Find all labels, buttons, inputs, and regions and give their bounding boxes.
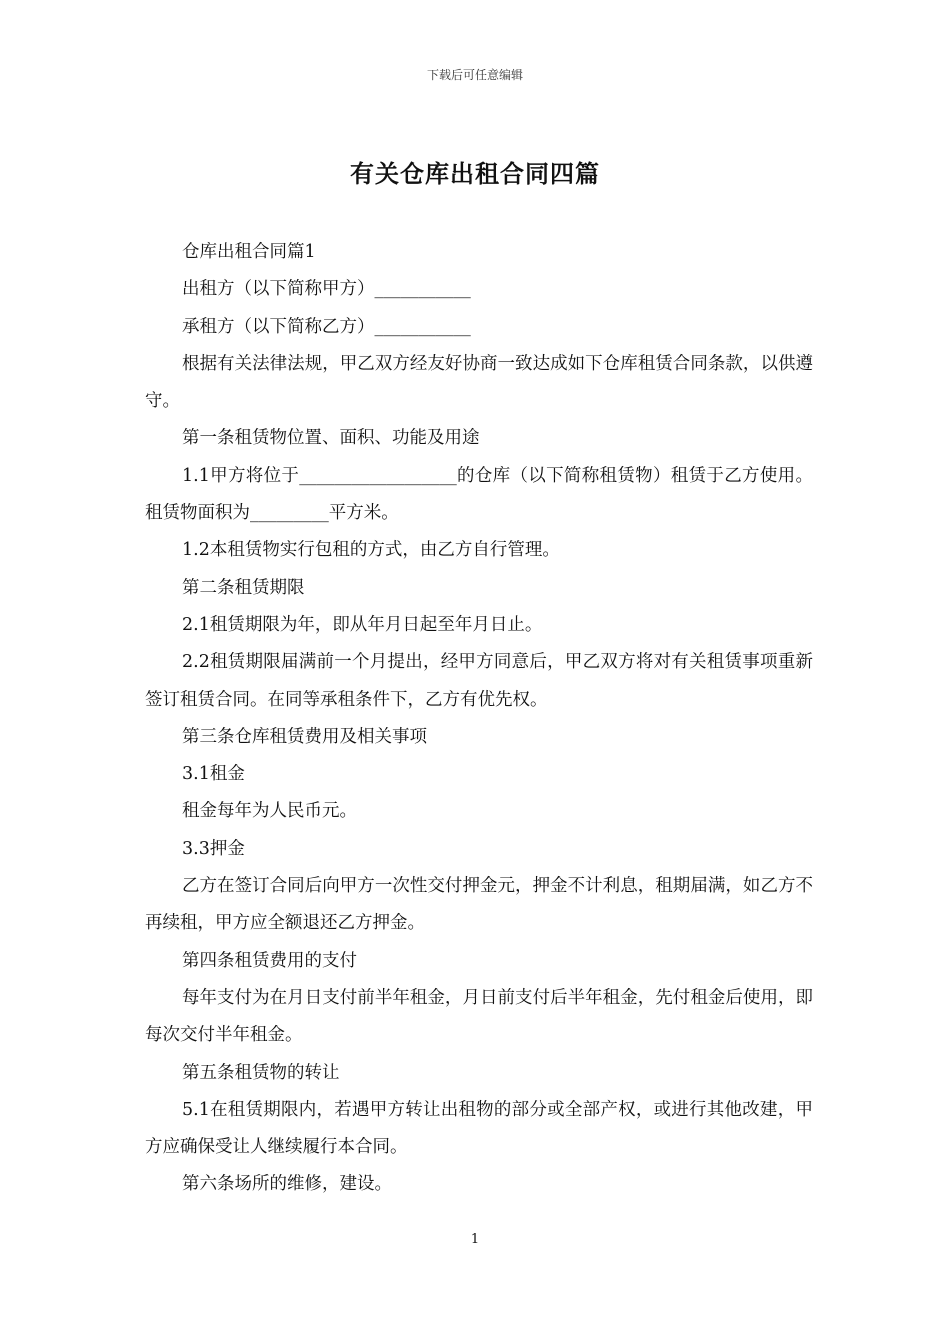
rent-amount-line: 租金每年为人民币元。 — [182, 801, 357, 822]
lessee-line: 承租方（以下简称乙方）___________ — [182, 316, 471, 337]
page-header: 下载后可任意编辑 — [426, 68, 523, 82]
article-1-heading: 第一条租赁物位置、面积、功能及用途 — [182, 428, 480, 449]
clause-2-2: 2.2租赁期限届满前一个月提出，经甲方同意后，甲乙双方将对有关租赁事项重新签订租赁合同。在同等承租条件下，乙方有优先权。 — [145, 652, 813, 710]
article-6-heading: 第六条场所的维修，建设。 — [182, 1174, 392, 1195]
payment-paragraph: 每年支付为在月日支付前半年租金，月日前支付后半年租金，先付租金后使用，即每次交付半年租金。 — [145, 987, 813, 1046]
clause-1-1: 1.1甲方将位于__________________的仓库（以下简称租赁物）租赁于乙方使用。租赁物面积为_________平方米。 — [145, 465, 813, 524]
page-number: 1 — [470, 1232, 480, 1247]
article-5-heading: 第五条租赁物的转让 — [182, 1062, 340, 1083]
article-3-heading: 第三条仓库租赁费用及相关事项 — [182, 726, 427, 747]
article-4-heading: 第四条租赁费用的支付 — [182, 950, 357, 971]
document-title: 有关仓库出租合同四篇 — [350, 160, 600, 188]
clause-3-3: 3.3押金 — [182, 838, 245, 859]
clause-5-1: 5.1在租赁期限内，若遇甲方转让出租物的部分或全部产权，或进行其他改建，甲方应确保受让人继续履行本合同。 — [145, 1099, 813, 1158]
clause-2-1: 2.1租赁期限为年，即从年月日起至年月日止。 — [182, 614, 543, 635]
section-heading: 仓库出租合同篇1 — [182, 242, 316, 262]
document-body — [145, 234, 813, 1204]
lessor-line: 出租方（以下简称甲方）___________ — [182, 279, 471, 300]
article-2-heading: 第二条租赁期限 — [182, 577, 305, 598]
clause-3-1: 3.1租金 — [182, 764, 245, 785]
clause-1-2: 1.2本租赁物实行包租的方式，由乙方自行管理。 — [182, 540, 560, 561]
preamble-paragraph: 根据有关法律法规，甲乙双方经友好协商一致达成如下仓库租赁合同条款，以供遵守。 — [145, 353, 813, 412]
deposit-paragraph: 乙方在签订合同后向甲方一次性交付押金元，押金不计利息，租期届满，如乙方不再续租，甲方应全额退还乙方押金。 — [145, 876, 813, 934]
